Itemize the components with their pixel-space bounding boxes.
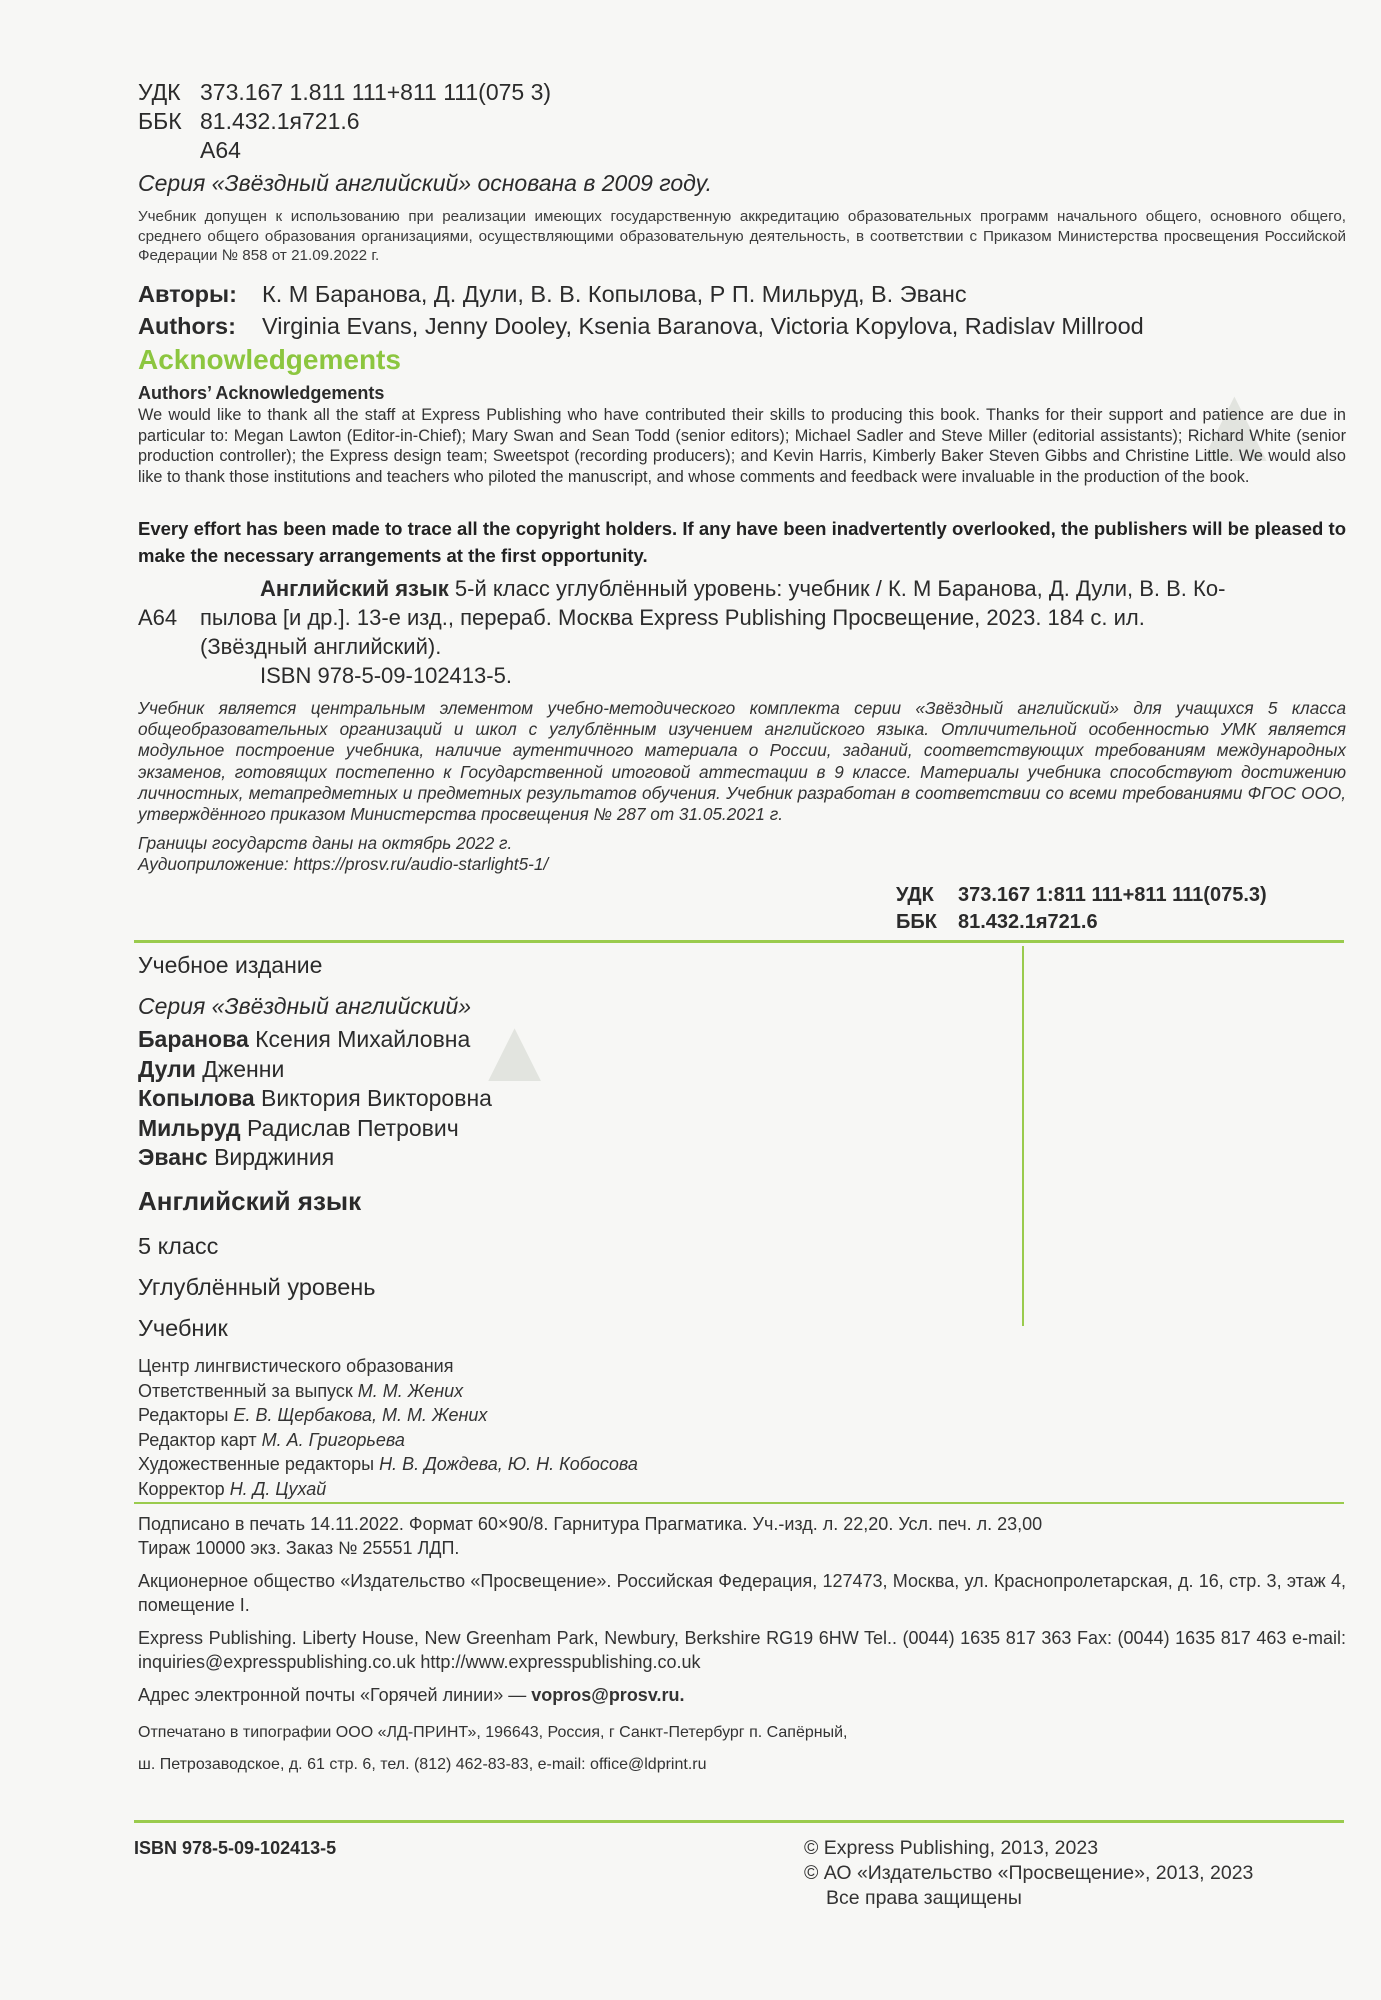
- borders-note: Границы государств даны на октябрь 2022 г.: [138, 833, 513, 853]
- art-editors: Н. В. Дождева, Ю. Н. Кобосова: [379, 1454, 638, 1474]
- grade: 5 класс: [138, 1233, 219, 1259]
- udk-bbk-bottom: [896, 882, 1267, 936]
- audio-note: Аудиоприложение: https://prosv.ru/audio-starlight5-1/: [138, 854, 549, 875]
- udk-bottom-value: 373.167 1:811 111+811 111(075.3): [958, 884, 1267, 906]
- isbn-bottom: ISBN 978-5-09-102413-5: [134, 1838, 337, 1858]
- responsible: М. М. Жених: [357, 1380, 464, 1401]
- bleed-through-decoration: ▲: [1180, 362, 1289, 485]
- subject-title: Английский язык: [138, 1186, 362, 1216]
- copyright-note: Every effort has been made to trace all the copyright holders. If any have been inadvertently overlooked, the publishers will be pleased to make the necessary arrangements at the first opportunity.: [138, 518, 1346, 566]
- bbk-label: ББК: [138, 108, 182, 134]
- series-note: Серия «Звёздный английский» основана в 2009 году.: [138, 170, 712, 196]
- udk-value: 373.167 1.811 111+811 111(075 3): [200, 79, 552, 105]
- approval-text: Учебник допущен к использованию при реализации имеющих государственную аккредитацию образовательных программ начального общего, основного общего, среднего общего образования организациями, осуществляющими образовательную деятельность, в соответствии с Приказом Министерства просвещения Российской Федерации № 858 от 21.09.2022 г.: [138, 208, 1346, 264]
- bbk-bottom-value: 81.432.1я721.6: [958, 911, 1098, 933]
- publisher-address: Акционерное общество «Издательство «Просвещение». Российская Федерация, 127473, Москва, ул. Краснопролетарская, д. 16, стр. 3, этаж 4, помещение I.: [138, 1571, 1346, 1615]
- editors: Е. В. Щербакова, М. М. Жених: [233, 1405, 488, 1425]
- printer-info: Отпечатано в типографии ООО «ЛД-ПРИНТ», 196643, Россия, г Санкт-Петербург п. Сапёрный, ш. Петрозаводское, д. 61 стр. 6, тел. (812) 462-83-83, e-mail: office@ldprint.ru: [138, 1724, 848, 1773]
- catalog-index: А64: [200, 137, 241, 163]
- staff-credits: Центр лингвистического образования Ответственный за выпуск М. М. Жених Редакторы Е. В. Щербакова, М. М. Жених Редактор карт М. А. Григорьева Художественные редакторы Н. В. Дождева, Ю. Н. Кобосова Корректор Н. Д. Цухай: [138, 1354, 1346, 1501]
- person: Эванс Вирджиния: [138, 1144, 335, 1170]
- people-list: [138, 1025, 1346, 1173]
- level: Углублённый уровень: [138, 1274, 376, 1300]
- abstract-text: Учебник является центральным элементом учебно-методического комплекта серии «Звёздный английский» для учащихся 5 класса общеобразовательных организаций и школ с углублённым изучением английского языка. Отличительной особенностью УМК является модульное построение учебника, наличие аутентичного материала о России, заданий, соответствующих требованиям международных экзаменов, готовящих постепенно к Государственной итоговой аттестации в 9 классе. Материалы учебника способствуют достижению личностных, метапредметных и предметных результатов обучения. Учебник разработан в соответствии со всеми требованиями ФГОС ООО, утверждённого приказом Министерства просвещения № 287 от 31.05.2021 г.: [138, 698, 1346, 825]
- divider: [134, 1820, 1344, 1823]
- bleed-through-decoration: ▲: [470, 1001, 560, 1101]
- abstract-extra: [138, 833, 1346, 875]
- copyright-block: © Express Publishing, 2013, 2023 © АО «Издательство «Просвещение», 2013, 2023 Все права защищены: [804, 1837, 1254, 1909]
- run-info: Тираж 10000 экз. Заказ № 25551 ЛДП.: [138, 1538, 460, 1558]
- edition-type: Учебное издание: [138, 952, 323, 978]
- edition-block: [138, 951, 1346, 1021]
- hotline-email: vopros@prosv.ru.: [531, 1685, 685, 1705]
- udk-bottom-label: УДК: [896, 884, 934, 906]
- divider: [134, 1502, 1344, 1504]
- express-address: Express Publishing. Liberty House, New Greenham Park, Newbury, Berkshire RG19 6HW Tel.. (0044) 1635 817 363 Fax: (0044) 1635 817 463 e-mail: inquiries@expresspublishing.co.uk http://www.expresspublishing.co.uk: [138, 1628, 1346, 1672]
- authors-en-label: Authors:: [138, 313, 236, 339]
- acknowledgements-title: Acknowledgements: [138, 344, 401, 375]
- divider: [134, 940, 1344, 943]
- person: Мильруд Радислав Петрович: [138, 1114, 459, 1141]
- catalog-entry-index: А64: [138, 605, 178, 630]
- authors-en-names: Virginia Evans, Jenny Dooley, Ksenia Baranova, Victoria Kopylova, Radislav Millrood: [262, 313, 1144, 339]
- proofreader: Н. Д. Цухай: [229, 1478, 327, 1499]
- print-info: Подписано в печать 14.11.2022. Формат 60×90/8. Гарнитура Прагматика. Уч.-изд. л. 22,20. Усл. печ. л. 23,00 Тираж 10000 экз. Заказ № 25551 ЛДП. Акционерное общество «Издательство «Просвещение». Российская Федерация, 127473, Москва, ул. Краснопролетарская, д. 16, стр. 3, этаж 4, помещение I. Express Publishing. Liberty House, New Greenham Park, Newbury, Berkshire RG19 6HW Tel.. (0044) 1635 817 363 Fax: (0044) 1635 817 463 e-mail: inquiries@expresspublishing.co.uk http://www.expresspublishing.co.uk Адрес электронной почты «Горячей линии» — vopros@prosv.ru.: [138, 1514, 1346, 1705]
- catalog-line3: (Звёздный английский).: [200, 634, 442, 659]
- edition-series: Серия «Звёздный английский»: [138, 993, 472, 1019]
- udk-label: УДК: [138, 79, 181, 105]
- book-type: Учебник: [138, 1315, 228, 1341]
- grade-block: [138, 1226, 1346, 1349]
- udk-bbk-header: [138, 78, 1346, 165]
- map-editor: М. А. Григорьева: [261, 1429, 405, 1450]
- authors-ru-names: К. М Баранова, Д. Дули, В. В. Копылова, Р П. Мильруд, В. Эванс: [262, 281, 967, 307]
- signed-info: Подписано в печать 14.11.2022. Формат 60×90/8. Гарнитура Прагматика. Уч.-изд. л. 22,20. Усл. печ. л. 23,00: [138, 1514, 1043, 1534]
- person: Копылова Виктория Викторовна: [138, 1085, 492, 1111]
- acknowledgements-subtitle: Authors’ Acknowledgements: [138, 383, 385, 403]
- catalog-line1: 5-й класс углублённый уровень: учебник / К. М Баранова, Д. Дули, В. В. Ко-: [454, 576, 1226, 601]
- catalog-isbn: ISBN 978-5-09-102413-5.: [260, 663, 512, 688]
- acknowledgements-body: We would like to thank all the staff at Express Publishing who have contributed their skills to producing this book. Thanks for their support and patience are due in particular to: Megan Lawton (Editor-in-Chief); Mary Swan and Sean Todd (senior editors); Michael Sadler and Steve Miller (editorial assistants); Richard White (senior production controller); the Express design team; Sweetspot (recording producers); and Kevin Harris, Kimberly Baker Steven Gibbs and Christine Little. We would also like to thank those institutions and teachers who piloted the manuscript, and whose comments and feedback were invaluable in the production of the book.: [138, 406, 1346, 486]
- bbk-value: 81.432.1я721.6: [200, 108, 360, 134]
- person: Баранова Ксения Михайловна: [138, 1026, 471, 1052]
- authors-block: [138, 278, 1346, 342]
- catalog-line2: пылова [и др.]. 13-е изд., перераб. Москва Express Publishing Просвещение, 2023. 184 с. ил.: [200, 605, 1145, 630]
- center: Центр лингвистического образования: [138, 1356, 454, 1376]
- catalog-title: Английский язык: [260, 576, 449, 601]
- person: Дули Дженни: [138, 1055, 285, 1082]
- bbk-bottom-label: ББК: [896, 911, 937, 933]
- authors-ru-label: Авторы:: [138, 281, 237, 307]
